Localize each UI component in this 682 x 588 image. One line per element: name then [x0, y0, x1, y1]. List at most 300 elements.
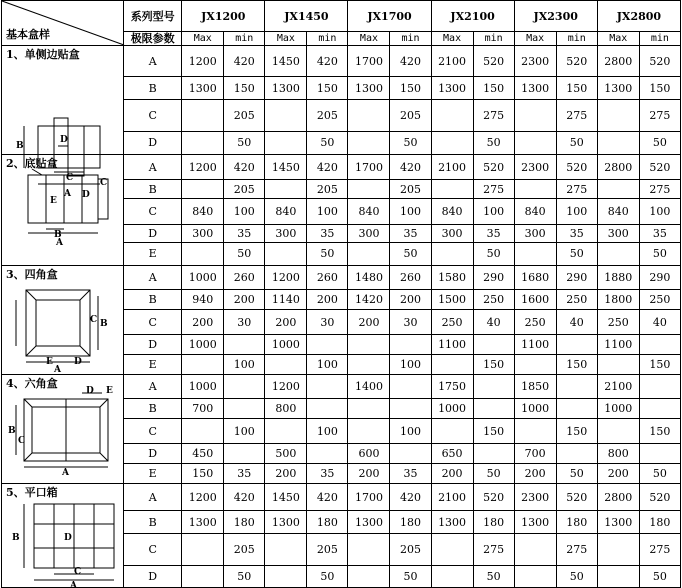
min-value-cell: 205	[307, 100, 348, 131]
min-value-cell: 50	[473, 463, 514, 483]
min-value-cell: 35	[639, 224, 680, 242]
max-value-cell: 840	[348, 199, 390, 224]
max-header: Max	[348, 32, 390, 46]
max-value-cell: 1000	[182, 375, 224, 399]
diagram-dimension-label: E	[46, 357, 53, 367]
min-value-cell: 275	[473, 100, 514, 131]
min-value-cell: 50	[224, 242, 265, 265]
min-value-cell: 100	[639, 199, 680, 224]
max-value-cell: 1700	[348, 484, 390, 511]
min-value-cell: 260	[224, 266, 265, 290]
diagram-dimension-label: C	[100, 178, 108, 188]
min-value-cell: 290	[556, 266, 597, 290]
max-value-cell	[431, 131, 473, 154]
max-value-cell: 840	[597, 199, 639, 224]
min-value-cell: 100	[224, 199, 265, 224]
min-value-cell	[390, 443, 431, 463]
min-value-cell: 520	[473, 484, 514, 511]
param-name: C	[124, 534, 182, 565]
max-value-cell	[514, 242, 556, 265]
max-value-cell	[348, 131, 390, 154]
min-value-cell: 275	[473, 180, 514, 199]
min-value-cell: 520	[639, 46, 680, 77]
min-value-cell: 150	[473, 354, 514, 374]
model-header-4: JX2300	[514, 1, 597, 32]
min-value-cell: 420	[390, 155, 431, 180]
diagram-dimension-label: A	[54, 365, 61, 375]
min-value-cell: 35	[390, 224, 431, 242]
diagram-dimension-label: A	[70, 581, 77, 588]
min-value-cell: 520	[556, 155, 597, 180]
min-value-cell: 150	[639, 419, 680, 443]
min-value-cell: 275	[639, 180, 680, 199]
min-value-cell: 520	[473, 155, 514, 180]
diagram-dimension-label: D	[64, 533, 72, 543]
max-value-cell: 1300	[514, 511, 556, 534]
max-value-cell	[597, 100, 639, 131]
max-value-cell	[265, 354, 307, 374]
min-value-cell: 180	[224, 511, 265, 534]
min-value-cell: 275	[473, 534, 514, 565]
diagram-dimension-label: B	[16, 141, 24, 151]
min-value-cell: 50	[473, 242, 514, 265]
min-value-cell: 50	[556, 131, 597, 154]
max-value-cell	[348, 399, 390, 419]
min-value-cell: 100	[390, 199, 431, 224]
param-name: E	[124, 242, 182, 265]
min-value-cell	[473, 399, 514, 419]
max-value-cell	[348, 334, 390, 354]
min-value-cell: 250	[556, 290, 597, 310]
min-value-cell: 35	[224, 224, 265, 242]
max-value-cell: 840	[182, 199, 224, 224]
max-value-cell	[431, 534, 473, 565]
param-name: D	[124, 443, 182, 463]
max-value-cell	[182, 419, 224, 443]
model-header-2: JX1700	[348, 1, 431, 32]
table-row	[2, 484, 681, 511]
max-value-cell	[597, 180, 639, 199]
box-sample-title: 5、平口箱	[6, 486, 58, 499]
max-value-cell: 840	[431, 199, 473, 224]
max-value-cell: 1000	[597, 399, 639, 419]
table-row	[2, 155, 681, 180]
max-value-cell: 2100	[431, 484, 473, 511]
max-value-cell: 1200	[182, 155, 224, 180]
min-value-cell: 50	[473, 131, 514, 154]
min-value-cell: 290	[473, 266, 514, 290]
min-value-cell: 420	[390, 46, 431, 77]
param-name: C	[124, 199, 182, 224]
max-value-cell: 200	[514, 463, 556, 483]
min-value-cell: 35	[556, 224, 597, 242]
max-value-cell: 1000	[431, 399, 473, 419]
min-value-cell: 275	[556, 180, 597, 199]
box-sample-cell	[2, 266, 124, 375]
min-header: min	[224, 32, 265, 46]
min-value-cell: 40	[639, 310, 680, 334]
min-value-cell: 205	[224, 180, 265, 199]
max-value-cell	[182, 100, 224, 131]
min-value-cell: 100	[307, 419, 348, 443]
min-value-cell	[224, 399, 265, 419]
min-value-cell: 50	[639, 463, 680, 483]
min-value-cell: 260	[307, 266, 348, 290]
model-header-0: JX1200	[182, 1, 265, 32]
min-value-cell: 35	[307, 224, 348, 242]
max-value-cell	[514, 534, 556, 565]
max-value-cell	[597, 131, 639, 154]
max-value-cell: 700	[514, 443, 556, 463]
min-value-cell: 100	[390, 354, 431, 374]
param-name: E	[124, 463, 182, 483]
min-value-cell: 275	[639, 534, 680, 565]
max-value-cell: 1300	[348, 77, 390, 100]
max-value-cell: 250	[431, 310, 473, 334]
max-value-cell: 1700	[348, 46, 390, 77]
param-name: A	[124, 266, 182, 290]
max-value-cell	[348, 565, 390, 587]
min-value-cell: 420	[307, 155, 348, 180]
min-value-cell: 520	[639, 484, 680, 511]
max-value-cell: 300	[265, 224, 307, 242]
min-value-cell: 180	[390, 511, 431, 534]
max-value-cell	[597, 565, 639, 587]
max-value-cell: 1450	[265, 155, 307, 180]
max-value-cell: 2800	[597, 155, 639, 180]
min-value-cell	[556, 399, 597, 419]
max-value-cell: 940	[182, 290, 224, 310]
param-name: B	[124, 290, 182, 310]
min-value-cell: 205	[224, 534, 265, 565]
min-value-cell: 35	[473, 224, 514, 242]
min-value-cell: 200	[224, 290, 265, 310]
max-value-cell: 2100	[431, 46, 473, 77]
min-value-cell: 205	[390, 100, 431, 131]
max-value-cell: 700	[182, 399, 224, 419]
max-value-cell: 1200	[182, 46, 224, 77]
max-value-cell	[348, 100, 390, 131]
max-value-cell	[348, 534, 390, 565]
max-value-cell: 1800	[597, 290, 639, 310]
max-value-cell	[182, 534, 224, 565]
max-value-cell	[182, 565, 224, 587]
diagram-dimension-label: D	[86, 386, 94, 396]
min-value-cell: 420	[224, 46, 265, 77]
min-value-cell: 50	[390, 131, 431, 154]
min-value-cell: 50	[556, 242, 597, 265]
max-value-cell	[265, 180, 307, 199]
min-value-cell: 100	[556, 199, 597, 224]
min-value-cell: 35	[224, 463, 265, 483]
sample-label: 基本盒样	[6, 28, 50, 41]
min-value-cell: 50	[473, 565, 514, 587]
max-value-cell: 1750	[431, 375, 473, 399]
diagram-dimension-label: C	[18, 436, 26, 446]
max-value-cell	[597, 534, 639, 565]
max-value-cell: 2100	[597, 375, 639, 399]
max-value-cell: 1450	[265, 484, 307, 511]
max-value-cell: 840	[265, 199, 307, 224]
diagram-dimension-label: E	[50, 196, 57, 206]
min-value-cell	[390, 375, 431, 399]
max-value-cell	[431, 419, 473, 443]
min-value-cell: 420	[224, 155, 265, 180]
min-value-cell: 150	[556, 354, 597, 374]
max-value-cell: 1500	[431, 290, 473, 310]
max-value-cell: 200	[597, 463, 639, 483]
min-value-cell: 260	[390, 266, 431, 290]
max-value-cell	[265, 534, 307, 565]
max-value-cell: 200	[348, 310, 390, 334]
param-name: A	[124, 375, 182, 399]
min-value-cell	[639, 399, 680, 419]
max-value-cell	[514, 565, 556, 587]
max-value-cell: 200	[265, 463, 307, 483]
min-value-cell: 150	[473, 77, 514, 100]
max-header: Max	[514, 32, 556, 46]
max-header: Max	[265, 32, 307, 46]
box-sample-title: 2、底贴盒	[6, 157, 58, 170]
max-value-cell	[514, 354, 556, 374]
max-value-cell: 840	[514, 199, 556, 224]
diagram-dimension-label: A	[62, 468, 69, 478]
max-value-cell: 200	[182, 310, 224, 334]
min-value-cell: 35	[307, 463, 348, 483]
box-sample-title: 4、六角盒	[6, 377, 58, 390]
min-value-cell: 420	[307, 46, 348, 77]
max-value-cell: 200	[348, 463, 390, 483]
max-value-cell	[348, 354, 390, 374]
min-value-cell	[639, 443, 680, 463]
max-value-cell	[514, 131, 556, 154]
max-value-cell	[265, 242, 307, 265]
min-value-cell: 150	[556, 419, 597, 443]
min-value-cell	[639, 334, 680, 354]
param-name: D	[124, 131, 182, 154]
max-value-cell	[182, 131, 224, 154]
min-value-cell: 520	[473, 46, 514, 77]
min-value-cell	[307, 375, 348, 399]
param-name: D	[124, 565, 182, 587]
max-value-cell: 650	[431, 443, 473, 463]
param-name: C	[124, 310, 182, 334]
min-value-cell: 200	[390, 290, 431, 310]
min-value-cell: 50	[639, 242, 680, 265]
min-value-cell: 50	[556, 565, 597, 587]
diagram-dimension-label: C	[90, 315, 98, 325]
diagram-dimension-label: A	[56, 238, 63, 248]
box-sample-cell	[2, 375, 124, 484]
max-value-cell	[182, 354, 224, 374]
max-value-cell	[514, 180, 556, 199]
param-name: A	[124, 155, 182, 180]
min-value-cell: 30	[390, 310, 431, 334]
max-value-cell	[265, 565, 307, 587]
max-value-cell: 1300	[431, 77, 473, 100]
min-value-cell: 50	[390, 565, 431, 587]
min-header: min	[556, 32, 597, 46]
min-value-cell	[556, 443, 597, 463]
min-value-cell: 250	[473, 290, 514, 310]
min-value-cell: 205	[390, 534, 431, 565]
max-value-cell: 1300	[597, 511, 639, 534]
max-header: Max	[182, 32, 224, 46]
max-value-cell: 1480	[348, 266, 390, 290]
max-value-cell	[431, 565, 473, 587]
diagram-dimension-label: B	[54, 230, 62, 240]
param-name: D	[124, 224, 182, 242]
series-label: 系列型号	[124, 1, 182, 32]
diagram-dimension-label: C	[74, 567, 82, 577]
max-value-cell: 200	[431, 463, 473, 483]
max-value-cell: 1300	[265, 511, 307, 534]
max-value-cell: 1200	[265, 266, 307, 290]
min-value-cell: 150	[639, 77, 680, 100]
model-header-1: JX1450	[265, 1, 348, 32]
min-value-cell: 150	[556, 77, 597, 100]
max-value-cell: 1880	[597, 266, 639, 290]
min-value-cell: 150	[224, 77, 265, 100]
min-value-cell: 275	[556, 100, 597, 131]
min-value-cell: 50	[307, 242, 348, 265]
max-value-cell: 1200	[265, 375, 307, 399]
min-value-cell: 100	[224, 354, 265, 374]
min-value-cell: 35	[390, 463, 431, 483]
max-value-cell	[265, 100, 307, 131]
min-value-cell	[473, 375, 514, 399]
model-header-5: JX2800	[597, 1, 680, 32]
table-row	[2, 266, 681, 290]
min-value-cell: 420	[224, 484, 265, 511]
max-value-cell: 200	[265, 310, 307, 334]
limit-label: 极限参数	[124, 32, 182, 46]
min-value-cell: 100	[224, 419, 265, 443]
min-value-cell: 205	[307, 534, 348, 565]
min-value-cell	[556, 375, 597, 399]
min-value-cell: 180	[473, 511, 514, 534]
max-value-cell: 1850	[514, 375, 556, 399]
diagram-dimension-label: A	[64, 189, 71, 199]
min-value-cell: 180	[556, 511, 597, 534]
min-value-cell: 30	[224, 310, 265, 334]
max-value-cell	[348, 242, 390, 265]
param-name: B	[124, 399, 182, 419]
max-value-cell: 1100	[597, 334, 639, 354]
min-value-cell: 200	[307, 290, 348, 310]
max-value-cell	[597, 419, 639, 443]
max-value-cell: 1000	[182, 266, 224, 290]
diagram-dimension-label: D	[60, 135, 68, 145]
box-sample-cell	[2, 155, 124, 266]
min-value-cell	[307, 399, 348, 419]
max-value-cell: 300	[182, 224, 224, 242]
table-row	[2, 46, 681, 77]
min-value-cell: 420	[390, 484, 431, 511]
max-value-cell: 1140	[265, 290, 307, 310]
min-value-cell	[307, 334, 348, 354]
min-value-cell: 420	[307, 484, 348, 511]
max-value-cell: 300	[348, 224, 390, 242]
min-value-cell: 520	[556, 46, 597, 77]
max-value-cell	[514, 100, 556, 131]
min-value-cell	[224, 375, 265, 399]
box-sample-title: 1、单侧边贴盒	[6, 48, 80, 61]
box-diagram	[2, 266, 124, 374]
min-value-cell	[390, 334, 431, 354]
max-value-cell: 1420	[348, 290, 390, 310]
max-value-cell: 1600	[514, 290, 556, 310]
max-value-cell	[265, 131, 307, 154]
max-value-cell	[431, 100, 473, 131]
min-value-cell: 205	[390, 180, 431, 199]
min-value-cell	[639, 375, 680, 399]
max-value-cell: 2300	[514, 484, 556, 511]
min-value-cell: 50	[307, 131, 348, 154]
max-value-cell: 1000	[514, 399, 556, 419]
min-value-cell: 50	[307, 565, 348, 587]
min-value-cell: 30	[307, 310, 348, 334]
max-value-cell: 600	[348, 443, 390, 463]
box-diagram	[2, 375, 124, 483]
header-diagonal-cell	[2, 1, 124, 46]
max-value-cell: 2300	[514, 155, 556, 180]
min-value-cell: 100	[390, 419, 431, 443]
max-value-cell: 1300	[597, 77, 639, 100]
max-value-cell: 1100	[431, 334, 473, 354]
min-header: min	[390, 32, 431, 46]
min-value-cell: 100	[473, 199, 514, 224]
max-value-cell	[597, 354, 639, 374]
max-value-cell: 1300	[431, 511, 473, 534]
max-value-cell	[348, 419, 390, 443]
diagram-dimension-label: D	[74, 357, 82, 367]
min-value-cell: 205	[224, 100, 265, 131]
max-value-cell: 1700	[348, 155, 390, 180]
param-name: A	[124, 46, 182, 77]
min-value-cell: 520	[639, 155, 680, 180]
max-value-cell: 450	[182, 443, 224, 463]
max-value-cell	[348, 180, 390, 199]
max-value-cell: 1100	[514, 334, 556, 354]
max-value-cell: 1300	[348, 511, 390, 534]
min-value-cell: 275	[556, 534, 597, 565]
param-name: B	[124, 180, 182, 199]
min-value-cell: 100	[307, 199, 348, 224]
max-value-cell: 1450	[265, 46, 307, 77]
min-value-cell: 205	[307, 180, 348, 199]
diagram-dimension-label: B	[8, 426, 16, 436]
min-value-cell: 50	[556, 463, 597, 483]
min-value-cell: 150	[639, 354, 680, 374]
min-value-cell	[307, 443, 348, 463]
max-value-cell: 800	[597, 443, 639, 463]
max-header: Max	[431, 32, 473, 46]
min-value-cell: 50	[639, 565, 680, 587]
diagram-dimension-label: B	[100, 319, 108, 329]
max-value-cell: 2800	[597, 46, 639, 77]
max-value-cell: 1200	[182, 484, 224, 511]
min-value-cell	[224, 443, 265, 463]
min-value-cell: 50	[224, 131, 265, 154]
max-value-cell	[431, 180, 473, 199]
max-value-cell: 2300	[514, 46, 556, 77]
min-value-cell	[556, 334, 597, 354]
max-value-cell: 1300	[182, 511, 224, 534]
max-value-cell: 1400	[348, 375, 390, 399]
max-value-cell: 250	[514, 310, 556, 334]
diagram-dimension-label: B	[12, 533, 20, 543]
